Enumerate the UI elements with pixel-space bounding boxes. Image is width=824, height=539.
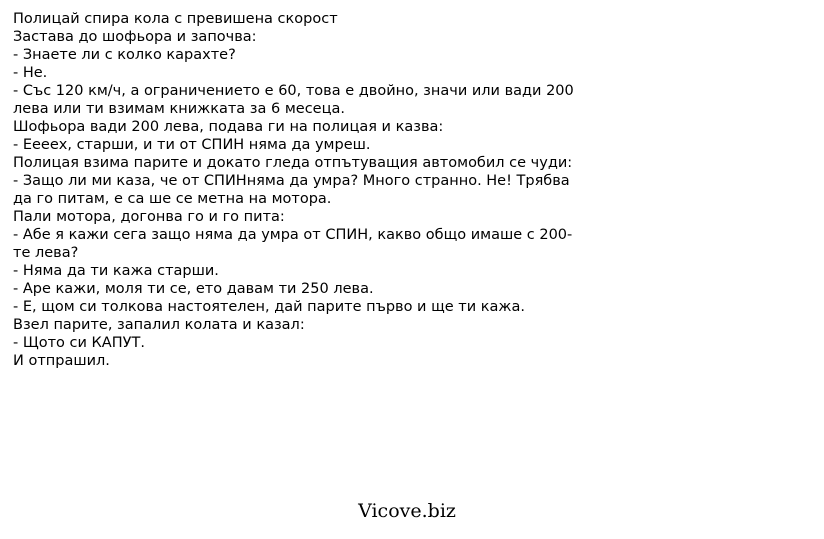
site-watermark: Vicove.biz — [358, 500, 456, 522]
joke-line: - Е, щом си толкова настоятелен, дай парите първо и ще ти кажа. — [13, 299, 525, 315]
joke-line: Взел парите, запалил колата и казал: — [13, 317, 305, 333]
joke-line: - Щото си КАПУТ. — [13, 335, 145, 351]
joke-line: - Защо ли ми каза, че от СПИНняма да умра? Много странно. Не! Трябва да го питам, е са ше се метна на мотора. — [13, 173, 570, 207]
joke-line: - Знаете ли с колко карахте? — [13, 47, 236, 63]
joke-line: Застава до шофьора и започва: — [13, 29, 257, 45]
joke-line: Полицая взима парите и докато гледа отпътуващия автомобил се чуди: — [13, 155, 573, 171]
joke-line: - Не. — [13, 65, 48, 81]
joke-line: - Със 120 км/ч, а ограничението е 60, това е двойно, значи или вади 200 лева или ти взимам книжката за 6 месеца. — [13, 83, 574, 117]
joke-line: - Еееех, старши, и ти от СПИН няма да умреш. — [13, 137, 371, 153]
joke-text — [13, 10, 583, 370]
joke-line: - Няма да ти кажа старши. — [13, 263, 219, 279]
joke-line: - Аре кажи, моля ти се, ето давам ти 250 лева. — [13, 281, 374, 297]
joke-line: Шофьора вади 200 лева, подава ги на полицая и казва: — [13, 119, 444, 135]
joke-line: - Абе я кажи сега защо няма да умра от СПИН, какво общо имаше с 200-те лева? — [13, 227, 573, 261]
joke-line: Полицай спира кола с превишена скорост — [13, 11, 338, 27]
joke-line: Пали мотора, догонва го и го пита: — [13, 209, 285, 225]
joke-line: И отпрашил. — [13, 353, 110, 369]
